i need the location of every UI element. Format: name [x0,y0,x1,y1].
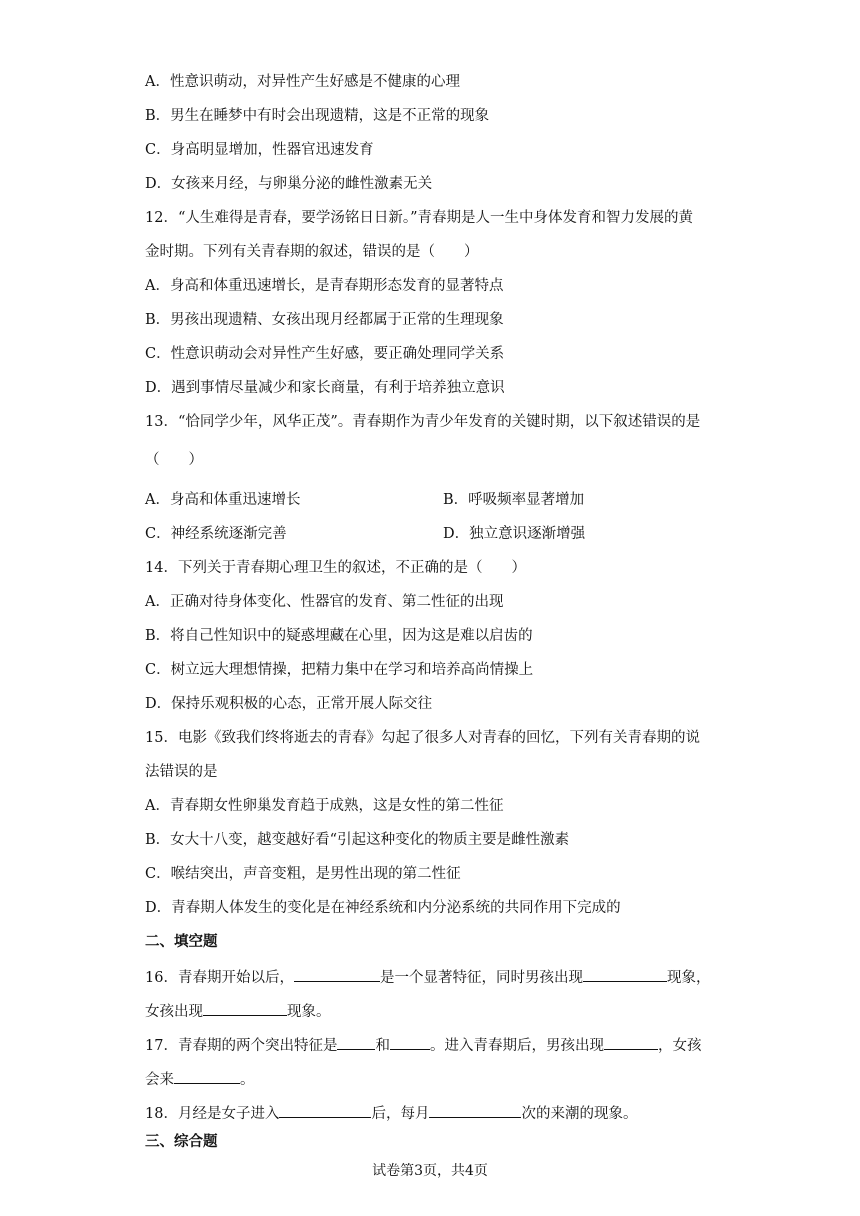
q18-text-3: 次的来潮的现象。 [521,1106,638,1122]
q13-option-a: A．身高和体重迅速增长 [145,492,301,508]
q17-text-4: ，女孩 [657,1038,702,1054]
q14-option-a: A．正确对待身体变化、性器官的发育、第二性征的出现 [145,594,504,610]
answer-blank[interactable] [174,1068,240,1084]
q14-stem: 14．下列关于青春期心理卫生的叙述，不正确的是（ ） [145,560,526,576]
q17-text-6: 。 [240,1072,255,1088]
q17-line2 [145,1068,255,1090]
q17-text-2: 和 [375,1038,390,1054]
q15-stem-line2: 法错误的是 [145,764,218,780]
q16-text-2: 是一个显著特征，同时男孩出现 [379,970,583,986]
q11-option-b: B．男生在睡梦中有时会出现遗精，这是不正常的现象 [145,108,490,124]
answer-blank[interactable] [279,1102,371,1118]
answer-blank[interactable] [583,966,667,982]
q18-line1 [145,1102,637,1124]
q13-stem-line1: 13．“恰同学少年，风华正茂”。青春期作为青少年发育的关键时期，以下叙述错误的是 [145,414,701,430]
answer-blank[interactable] [337,1034,375,1050]
q16-text-1: 16．青春期开始以后， [145,970,294,986]
answer-blank[interactable] [203,1000,287,1016]
q12-stem-line1: 12．“人生难得是青春，要学汤铭日日新。”青春期是人一生中身体发育和智力发展的黄 [145,210,694,226]
answer-blank[interactable] [390,1034,430,1050]
q16-text-4: 女孩出现 [145,1004,203,1020]
q17-text-3: 。进入青春期后，男孩出现 [429,1038,604,1054]
q17-line1 [145,1034,701,1056]
q15-stem-line1: 15．电影《致我们终将逝去的青春》勾起了很多人对青春的回忆，下列有关青春期的说 [145,730,700,746]
q14-option-c: C．树立远大理想情操，把精力集中在学习和培养高尚情操上 [145,662,534,678]
q15-option-d: D．青春期人体发生的变化是在神经系统和内分泌系统的共同作用下完成的 [145,900,621,916]
q13-option-d: D．独立意识逐渐增强 [443,526,586,542]
q15-option-a: A．青春期女性卵巢发育趋于成熟，这是女性的第二性征 [145,798,504,814]
q11-option-d: D．女孩来月经，与卵巢分泌的雌性激素无关 [145,176,433,192]
section-title-comprehensive: 三、综合题 [145,1134,218,1150]
q18-text-1: 18．月经是女子进入 [145,1106,280,1122]
q11-option-c: C．身高明显增加，性器官迅速发育 [145,142,374,158]
q15-option-c: C．喉结突出，声音变粗，是男性出现的第二性征 [145,866,461,882]
answer-blank[interactable] [429,1102,521,1118]
section-title-fill-in: 二、填空题 [145,934,218,950]
q16-line2 [145,1000,331,1022]
q13-option-b: B．呼吸频率显著增加 [443,492,585,508]
q12-stem-line2: 金时期。下列有关青春期的叙述，错误的是（ ） [145,244,479,260]
q16-text-3: 现象， [666,970,711,986]
q12-option-c: C．性意识萌动会对异性产生好感，要正确处理同学关系 [145,346,505,362]
q14-option-b: B．将自己性知识中的疑惑埋藏在心里，因为这是难以启齿的 [145,628,533,644]
q12-option-a: A．身高和体重迅速增长，是青春期形态发育的显著特点 [145,278,504,294]
q18-text-2: 后，每月 [371,1106,430,1122]
q12-option-b: B．男孩出现遗精、女孩出现月经都属于正常的生理现象 [145,312,504,328]
answer-blank[interactable] [294,966,380,982]
q16-text-5: 现象。 [287,1004,331,1020]
page-footer: 试卷第3页，共4页 [372,1163,488,1179]
q13-stem-line2: （ ） [145,452,203,468]
q13-option-c: C．神经系统逐渐完善 [145,526,287,542]
q15-option-b: B．女大十八变，越变越好看“引起这种变化的物质主要是雌性激素 [145,832,570,848]
answer-blank[interactable] [604,1034,658,1050]
q11-option-a: A．性意识萌动，对异性产生好感是不健康的心理 [145,74,460,90]
q17-text-1: 17．青春期的两个突出特征是 [145,1038,338,1054]
q17-text-5: 会来 [145,1072,174,1088]
q12-option-d: D．遇到事情尽量减少和家长商量，有利于培养独立意识 [145,380,505,396]
q16-line1 [145,966,710,988]
q14-option-d: D．保持乐观积极的心态，正常开展人际交往 [145,696,433,712]
